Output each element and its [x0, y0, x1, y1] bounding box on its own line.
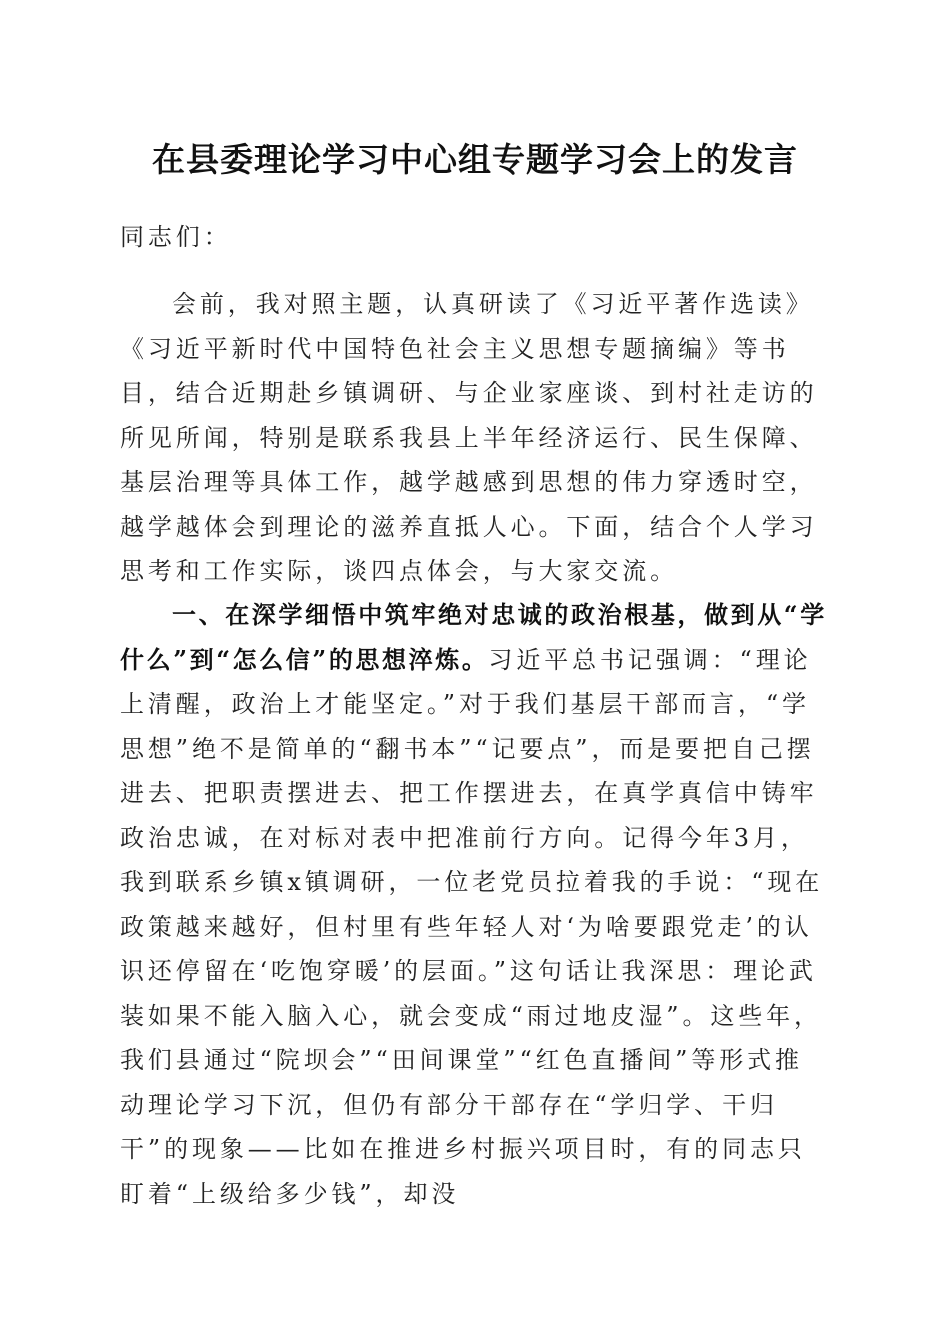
intro-paragraph: 会前，我对照主题，认真研读了《习近平著作选读》《习近平新时代中国特色社会主义思想专题摘编》等书目，结合近期赴乡镇调研、与企业家座谈、到村社走访的所见所闻，特别是联系我县上半年经济运行、民生保障、基层治理等具体工作，越学越感到思想的伟力穿透时空，越学越体会到理论的滋养直抵人心。下面，结合个人学习思考和工作实际，谈四点体会，与大家交流。 [120, 290, 818, 585]
section-one-paragraph [120, 593, 830, 1216]
salutation: 同志们： [120, 223, 232, 251]
section-one-heading: 一、在深学细悟中筑牢绝对忠诚的政治根基，做到从“学什么”到“怎么信”的思想淬炼。 [120, 600, 827, 674]
document-title: 在县委理论学习中心组专题学习会上的发言 [152, 140, 798, 179]
section-one-body: 习近平总书记强调：“理论上清醒，政治上才能坚定。”对于我们基层干部而言，“学思想”绝不是简单的“翻书本”“记要点”，而是要把自己摆进去、把职责摆进去、把工作摆进去，在真学真信中铸牢政治忠诚，在对标对表中把准前行方向。记得今年3月，我到联系乡镇x镇调研，一位老党员拉着我的手说：“现在政策越来越好，但村里有些年轻人对‘为啥要跟党走’的认识还停留在‘吃饱穿暖’的层面。”这句话让我深思：理论武装如果不能入脑入心，就会变成“雨过地皮湿”。这些年，我们县通过“院坝会”“田间课堂”“红色直播间”等形式推动理论学习下沉，但仍有部分干部存在“学归学、干归干”的现象——比如在推进乡村振兴项目时，有的同志只盯着“上级给多少钱”，却没 [120, 645, 824, 1208]
